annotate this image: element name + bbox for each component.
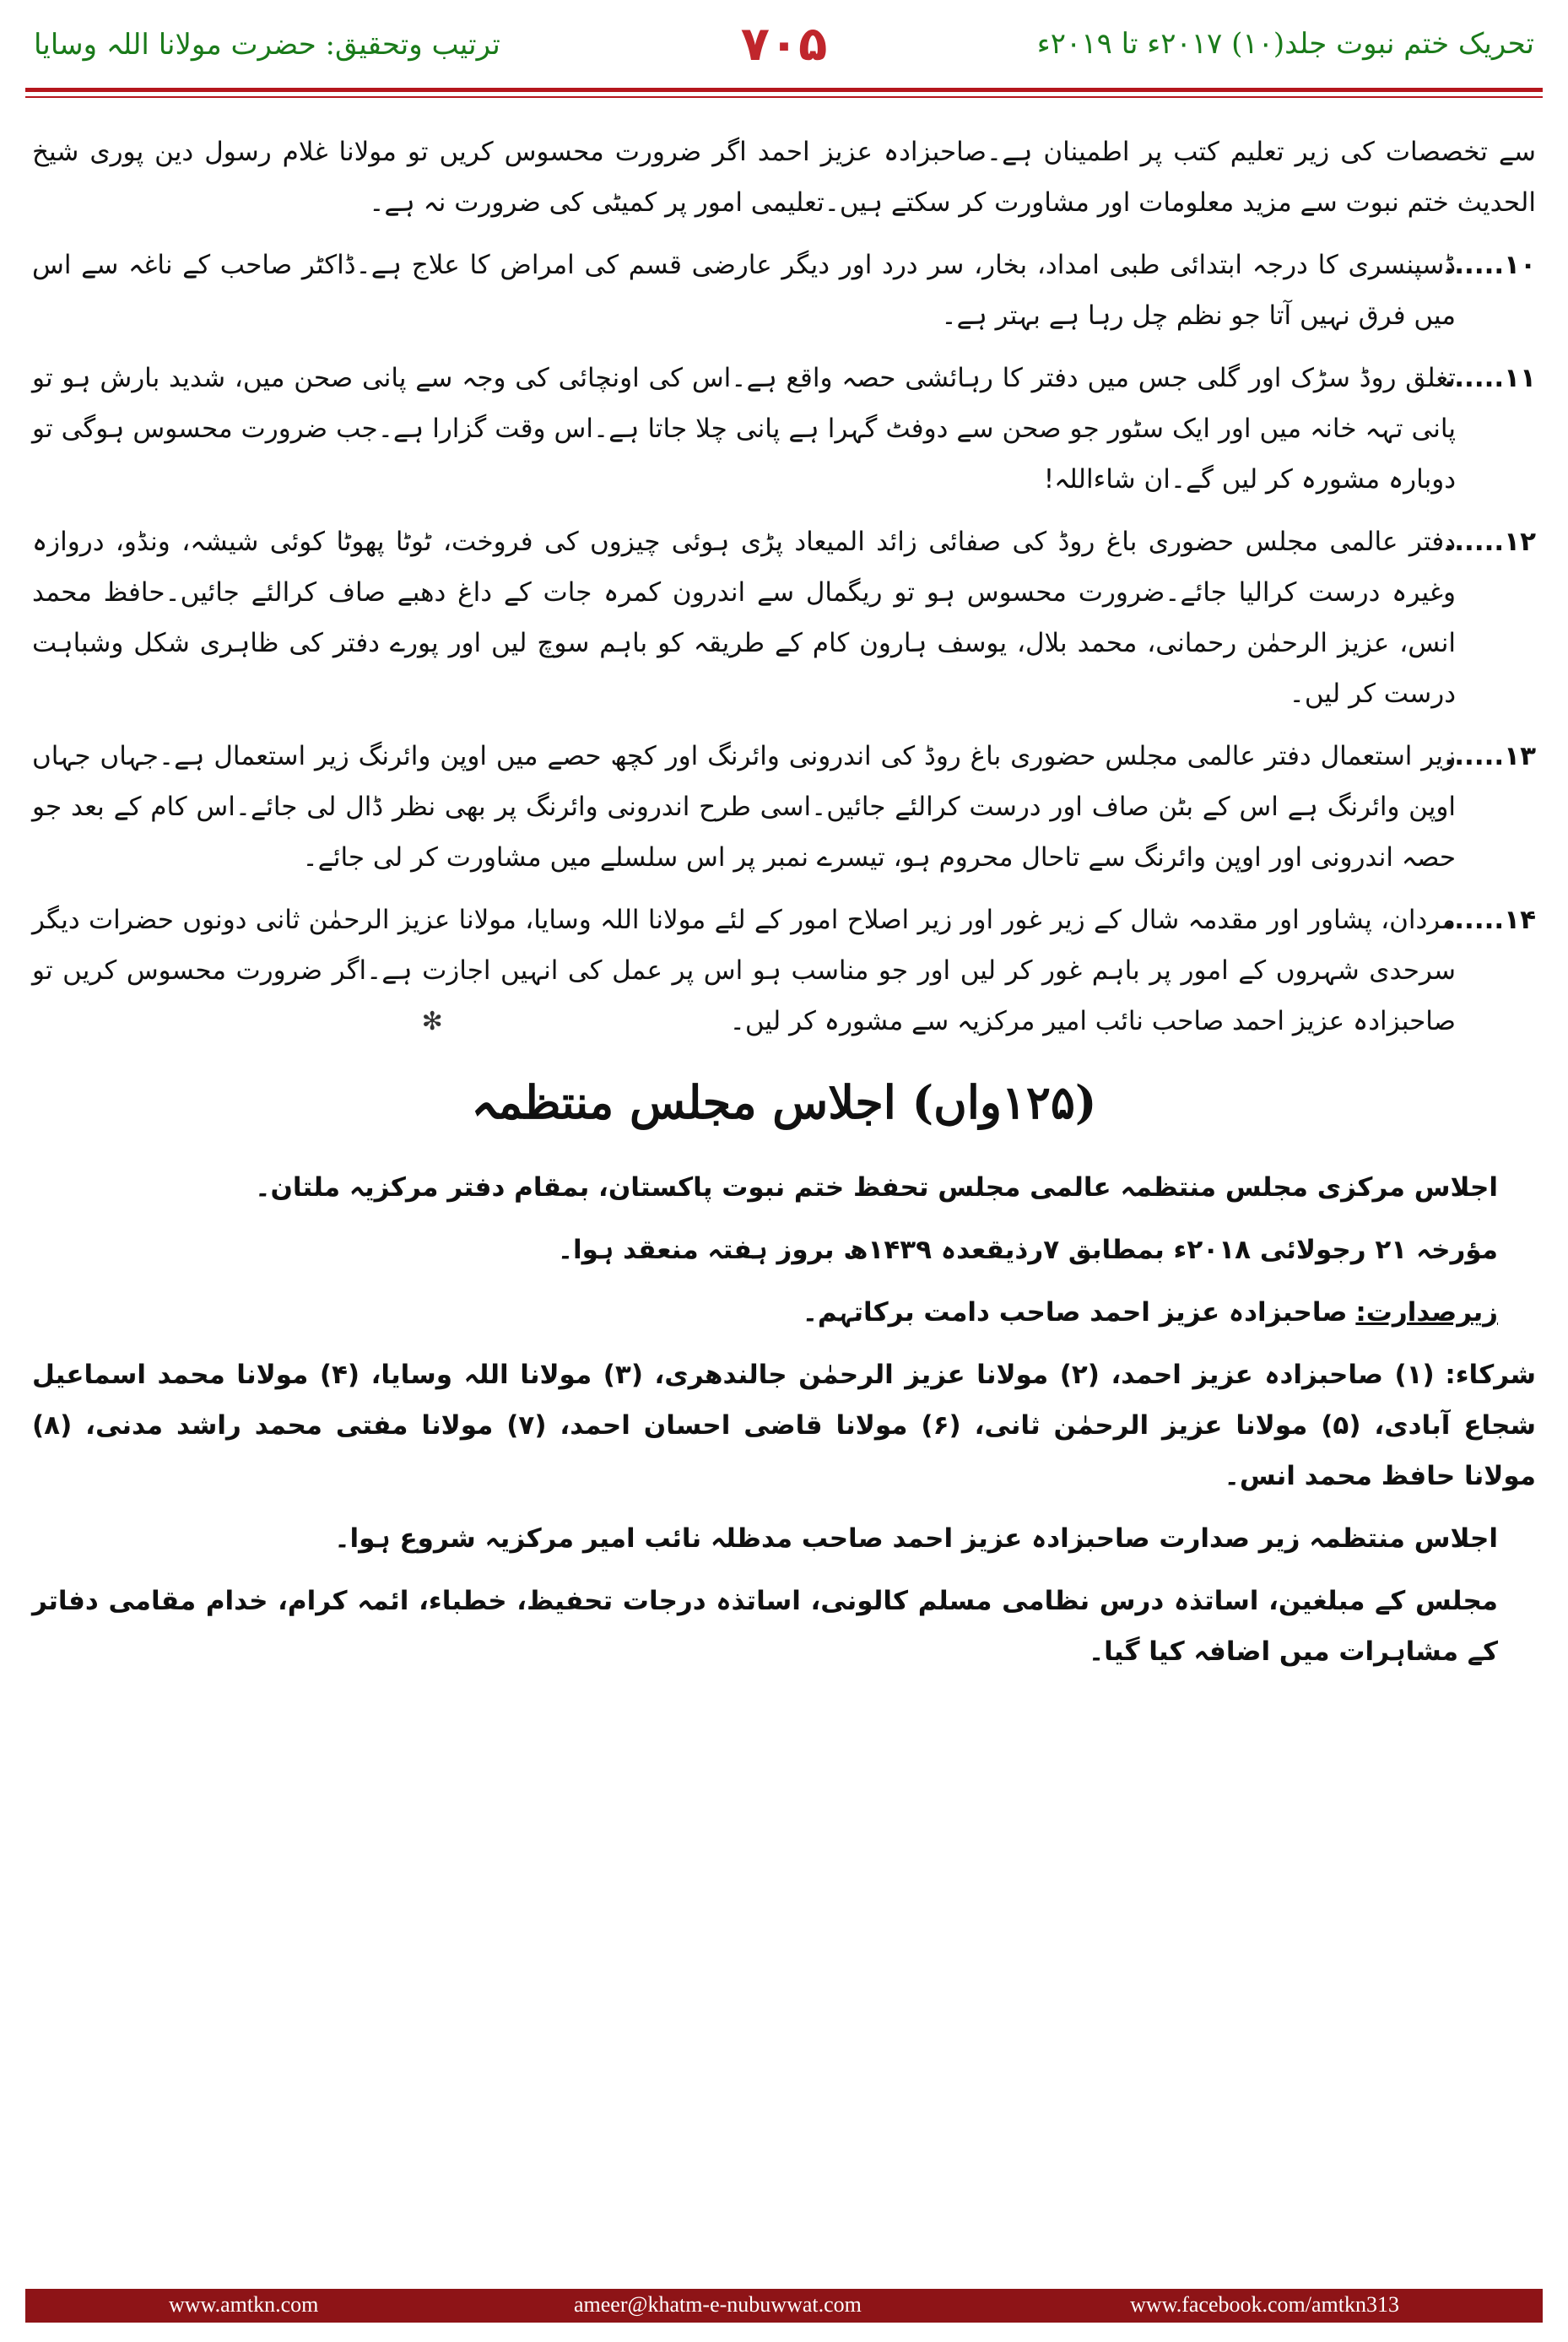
meeting-date: مؤرخہ ۲۱ رجولائی ۲۰۱۸ء بمطابق ۷رذیقعدہ ۱۴۳۹ھ بروز ہفتہ منعقد ہوا۔ [557, 1235, 1498, 1265]
item-text: ڈسپنسری کا درجہ ابتدائی طبی امداد، بخار، سر درد اور دیگر عارضی قسم کی امراض کا علاج ہے۔ڈاکٹر صاحب کے ناغہ سے اس میں فرق نہیں آتا جو نظم چل رہا ہے بہتر ہے۔ [32, 250, 1456, 331]
book-title: تحریک ختم نبوت جلد(۱۰) ۲۰۱۷ء تا ۲۰۱۹ء [1036, 27, 1534, 61]
meeting-start: اجلاس منتظمہ زیر صدارت صاحبزادہ عزیز احمد صاحب مدظلہ نائب امیر مرکزیہ شروع ہوا۔ [334, 1523, 1498, 1554]
item-text: دفتر عالمی مجلس حضوری باغ روڈ کی صفائی زائد المیعاد پڑی ہوئی چیزوں کی فروخت، ٹوٹا پھوٹا کوئی شیشہ، ونڈو، دروازہ وغیرہ درست کرالیا جائے۔ضرورت محسوس ہو تو ریگمال سے اندرون کمرہ جات کے داغ دھبے صاف کرالئے جائیں۔حافظ محمد انس، عزیز الرحمٰن رحمانی، محمد بلال، یوسف ہارون کام کے طریقہ کو باہم سوچ لیں اور پورے دفتر کی ظاہری شکل وشباہت درست کر لیں۔ [32, 527, 1456, 709]
presidency-text: صاحبزادہ عزیز احمد صاحب دامت برکاتہم۔ [802, 1297, 1348, 1328]
facebook-link[interactable]: www.facebook.com/amtkn313 [1130, 2292, 1399, 2317]
email-link[interactable]: ameer@khatm-e-nubuwwat.com [574, 2292, 862, 2317]
intro-paragraph: سے تخصصات کی زیر تعلیم کتب پر اطمینان ہے۔صاحبزادہ عزیز احمد اگر ضرورت محسوس کریں تو مولانا غلام رسول دین پوری شیخ الحدیث ختم نبوت سے مزید معلومات اور مشاورت کر سکتے ہیں۔تعلیمی امور پر کمیٹی کی ضرورت نہ ہے۔ [32, 137, 1536, 218]
header-rule-thin [25, 96, 1543, 98]
participants-line [32, 1349, 1536, 1501]
meeting-heading: (۱۲۵واں) اجلاس مجلس منتظمہ [471, 1075, 1097, 1129]
participants-list: (۱) صاحبزادہ عزیز احمد، (۲) مولانا عزیز الرحمٰن جالندھری، (۳) مولانا اللہ وسایا، (۴) مولانا محمد اسماعیل شجاع آبادی، (۵) مولانا عزیز الرحمٰن ثانی، (۶) مولانا قاضی احسان احمد، (۷) مولانا مفتی محمد راشد مدنی، (۸) مولانا حافظ محمد انس۔ [32, 1360, 1536, 1491]
page-footer [25, 2289, 1543, 2323]
page-body [32, 127, 1536, 1689]
meeting-venue: اجلاس مرکزی مجلس منتظمہ عالمی مجلس تحفظ ختم نبوت پاکستان، بمقام دفتر مرکزیہ ملتان۔ [255, 1172, 1498, 1203]
item-number: ۱۲...... [1444, 527, 1536, 557]
margin-mark: ✻ [421, 1007, 443, 1036]
item-text: زیر استعمال دفتر عالمی مجلس حضوری باغ روڈ کی اندرونی وائرنگ اور کچھ حصے میں اوپن وائرنگ زیر استعمال ہے۔جہاں جہاں اوپن وائرنگ ہے اس کے بٹن صاف اور درست کرالئے جائیں۔اسی طرح اندرونی وائرنگ پر بھی نظر ڈال لی جائے۔اس کام کے بعد جو حصہ اندرونی اور اوپن وائرنگ سے تاحال محروم ہو، تیسرے نمبر پر اس سلسلے میں مشاورت کر لی جائے۔ [32, 741, 1456, 873]
list-item-12 [32, 517, 1536, 719]
item-text: تغلق روڈ سڑک اور گلی جس میں دفتر کا رہائشی حصہ واقع ہے۔اس کی اونچائی کی وجہ سے پانی صحن میں، شدید بارش ہو تو پانی تہہ خانہ میں اور ایک سٹور جو صحن سے دوفٹ گہرا ہے پانی چلا جاتا ہے۔اس وقت گزارا ہے۔جب ضرورت محسوس ہوگی تو دوبارہ مشورہ کر لیں گے۔ان شاءاللہ! [32, 363, 1456, 495]
presidency-line [32, 1287, 1536, 1338]
item-number: ۱۱...... [1444, 363, 1536, 393]
list-item-10 [32, 240, 1536, 341]
participants-label: شرکاء: [1445, 1360, 1536, 1390]
list-item-14 [32, 895, 1536, 1047]
website-link[interactable]: www.amtkn.com [169, 2292, 319, 2317]
header-rule [25, 88, 1543, 92]
item-number: ۱۳...... [1444, 741, 1536, 771]
list-item-11 [32, 353, 1536, 505]
presidency-label: زیرصدارت: [1355, 1297, 1498, 1328]
item-number: ۱۰...... [1444, 250, 1536, 280]
compiler-credit: ترتیب وتحقیق: حضرت مولانا اللہ وسایا [34, 28, 500, 62]
page-header [0, 0, 1568, 110]
item-text [32, 895, 1456, 1047]
list-item-13 [32, 731, 1536, 883]
page-number: ۷۰۵ [740, 17, 828, 72]
item-number: ۱۴...... [1444, 905, 1536, 935]
salary-increase: مجلس کے مبلغین، اساتذہ درس نظامی مسلم کالونی، اساتذہ درجات تحفیظ، خطباء، ائمہ کرام، خدام مقامی دفاتر کے مشاہرات میں اضافہ کیا گیا۔ [32, 1586, 1498, 1667]
item-text-body: مردان، پشاور اور مقدمہ شال کے زیر غور اور زیر اصلاح امور کے لئے مولانا اللہ وسایا، مولانا عزیز الرحمٰن ثانی دونوں حضرات دیگر سرحدی شہروں کے امور پر باہم غور کر لیں اور جو مناسب ہو اس پر عمل کی انہیں اجازت ہے۔اگر ضرورت محسوس کریں تو صاحبزادہ عزیز احمد صاحب نائب امیر مرکزیہ سے مشورہ کر لیں۔ [32, 905, 1456, 1036]
